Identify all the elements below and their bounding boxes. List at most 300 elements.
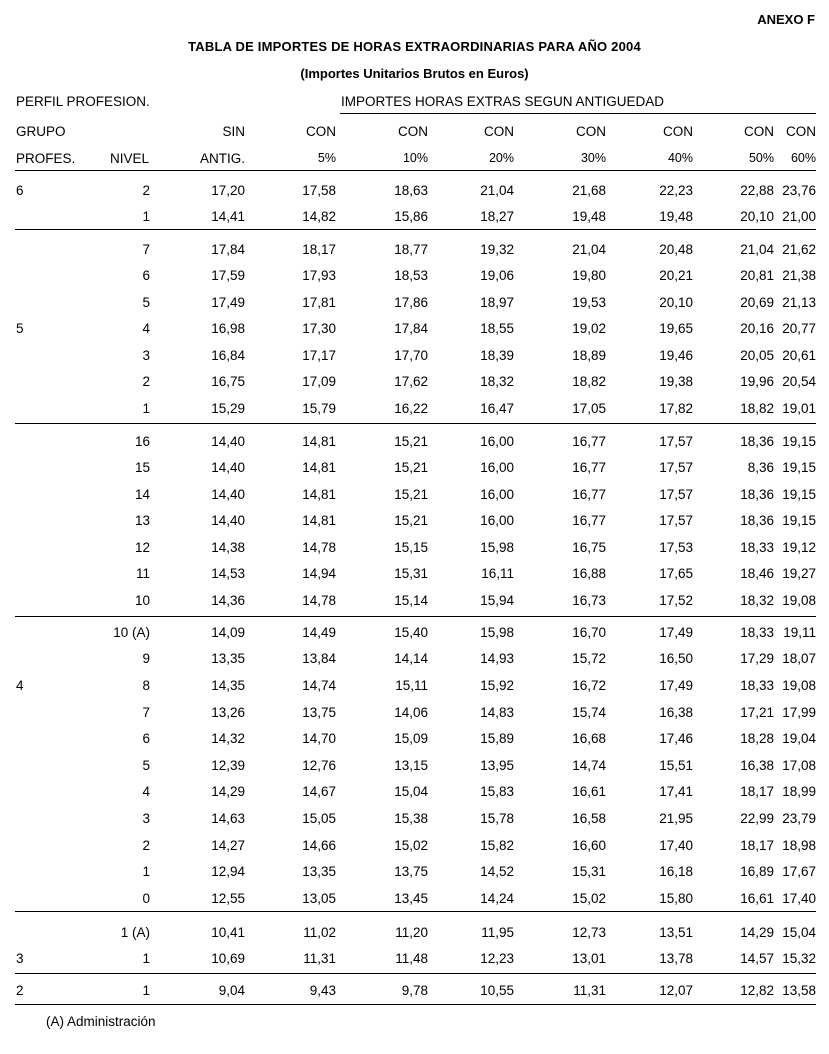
value-cell: 15,78 (480, 811, 514, 826)
value-cell: 15,04 (394, 784, 428, 799)
value-cell: 14,09 (211, 625, 245, 640)
nivel-cell: 4 (142, 321, 150, 336)
value-cell: 11,95 (481, 925, 514, 940)
value-cell: 16,77 (572, 460, 606, 475)
value-cell: 16,77 (572, 487, 606, 502)
document-subtitle: (Importes Unitarios Brutos en Euros) (300, 66, 529, 81)
value-cell: 18,17 (740, 838, 774, 853)
nivel-cell: 1 (A) (120, 925, 150, 940)
value-cell: 15,72 (572, 651, 606, 666)
value-cell: 18,28 (740, 731, 774, 746)
value-cell: 16,60 (572, 838, 606, 853)
value-cell: 17,52 (659, 593, 693, 608)
value-cell: 17,84 (394, 321, 428, 336)
header-grupo: GRUPO (16, 124, 66, 139)
group-rule (15, 911, 816, 912)
value-cell: 15,29 (211, 401, 245, 416)
value-cell: 10,41 (211, 925, 245, 940)
value-cell: 12,23 (480, 951, 514, 966)
table-row (0, 811, 829, 837)
table-row (0, 374, 829, 400)
value-cell: 14,70 (302, 731, 336, 746)
value-cell: 14,63 (211, 811, 245, 826)
value-cell: 17,08 (782, 758, 816, 773)
value-cell: 11,48 (395, 951, 428, 966)
value-cell: 13,78 (659, 951, 693, 966)
value-cell: 21,68 (572, 183, 606, 198)
value-cell: 19,15 (782, 513, 816, 528)
value-cell: 14,74 (302, 678, 336, 693)
value-cell: 15,04 (782, 925, 816, 940)
grupo-cell: 6 (16, 183, 24, 198)
value-cell: 18,33 (740, 625, 774, 640)
value-cell: 22,23 (659, 183, 693, 198)
table-row (0, 268, 829, 294)
value-cell: 13,75 (302, 705, 336, 720)
nivel-cell: 2 (142, 374, 150, 389)
value-cell: 18,97 (480, 295, 514, 310)
value-cell: 10,69 (211, 951, 245, 966)
value-cell: 21,04 (740, 242, 774, 257)
value-cell: 17,81 (302, 295, 336, 310)
nivel-cell: 8 (142, 678, 150, 693)
value-cell: 17,57 (659, 487, 693, 502)
nivel-cell: 6 (142, 268, 150, 283)
value-cell: 16,75 (572, 540, 606, 555)
value-cell: 14,40 (211, 460, 245, 475)
value-cell: 14,06 (394, 705, 428, 720)
value-cell: 16,70 (572, 625, 606, 640)
value-cell: 14,78 (302, 540, 336, 555)
value-cell: 17,29 (740, 651, 774, 666)
header-nivel: NIVEL (110, 151, 150, 166)
header-con: CON (306, 124, 336, 139)
value-cell: 16,73 (572, 593, 606, 608)
table-row (0, 891, 829, 917)
header-con: CON (398, 124, 428, 139)
value-cell: 15,98 (480, 625, 514, 640)
value-cell: 12,55 (211, 891, 245, 906)
value-cell: 15,21 (394, 434, 428, 449)
value-cell: 16,88 (572, 566, 606, 581)
value-cell: 17,21 (740, 705, 774, 720)
value-cell: 17,62 (394, 374, 428, 389)
value-cell: 12,94 (211, 864, 245, 879)
nivel-cell: 2 (142, 838, 150, 853)
value-cell: 17,20 (211, 183, 245, 198)
value-cell: 15,92 (480, 678, 514, 693)
value-cell: 16,61 (572, 784, 606, 799)
value-cell: 16,58 (572, 811, 606, 826)
value-cell: 17,41 (659, 784, 693, 799)
value-cell: 18,77 (394, 242, 428, 257)
value-cell: 16,00 (480, 513, 514, 528)
value-cell: 18,33 (740, 540, 774, 555)
table-row (0, 513, 829, 539)
value-cell: 18,33 (740, 678, 774, 693)
table-row (0, 183, 829, 209)
value-cell: 11,31 (573, 983, 606, 998)
value-cell: 17,65 (659, 566, 693, 581)
value-cell: 20,16 (740, 321, 774, 336)
value-cell: 19,04 (782, 731, 816, 746)
value-cell: 15,15 (394, 540, 428, 555)
value-cell: 15,74 (572, 705, 606, 720)
nivel-cell: 13 (134, 513, 150, 528)
value-cell: 19,08 (782, 593, 816, 608)
table-row (0, 758, 829, 784)
table-row (0, 434, 829, 460)
value-cell: 14,27 (211, 838, 245, 853)
value-cell: 14,78 (302, 593, 336, 608)
nivel-cell: 1 (142, 401, 150, 416)
value-cell: 12,82 (740, 983, 774, 998)
table-row (0, 925, 829, 951)
value-cell: 16,72 (572, 678, 606, 693)
value-cell: 19,96 (740, 374, 774, 389)
header-con-pct: 10% (402, 151, 428, 165)
document-title: TABLA DE IMPORTES DE HORAS EXTRAORDINARIAS PARA AÑO 2004 (188, 39, 641, 54)
value-cell: 16,68 (572, 731, 606, 746)
table-row (0, 460, 829, 486)
value-cell: 17,58 (302, 183, 336, 198)
value-cell: 11,20 (395, 925, 428, 940)
header-con-pct: 40% (667, 151, 693, 165)
value-cell: 16,89 (740, 864, 774, 879)
value-cell: 15,79 (302, 401, 336, 416)
value-cell: 17,05 (572, 401, 606, 416)
nivel-cell: 1 (142, 209, 150, 224)
value-cell: 21,13 (782, 295, 816, 310)
value-cell: 18,99 (782, 784, 816, 799)
value-cell: 17,86 (394, 295, 428, 310)
value-cell: 17,59 (211, 268, 245, 283)
value-cell: 9,78 (401, 983, 428, 998)
value-cell: 14,74 (572, 758, 606, 773)
value-cell: 8,36 (747, 460, 774, 475)
value-cell: 9,43 (309, 983, 336, 998)
value-cell: 15,80 (659, 891, 693, 906)
value-cell: 16,18 (659, 864, 693, 879)
value-cell: 15,86 (394, 209, 428, 224)
value-cell: 18,17 (740, 784, 774, 799)
value-cell: 18,36 (740, 434, 774, 449)
table-row (0, 487, 829, 513)
value-cell: 15,83 (480, 784, 514, 799)
value-cell: 14,29 (740, 925, 774, 940)
nivel-cell: 2 (142, 183, 150, 198)
value-cell: 20,77 (782, 321, 816, 336)
table-row (0, 625, 829, 651)
value-cell: 17,17 (302, 348, 336, 363)
value-cell: 14,57 (740, 951, 774, 966)
value-cell: 14,40 (211, 513, 245, 528)
value-cell: 15,21 (394, 460, 428, 475)
value-cell: 18,46 (740, 566, 774, 581)
header-con: CON (576, 124, 606, 139)
value-cell: 20,21 (659, 268, 693, 283)
header-profes: PROFES. (16, 151, 76, 166)
value-cell: 13,35 (211, 651, 245, 666)
value-cell: 14,38 (211, 540, 245, 555)
value-cell: 19,08 (782, 678, 816, 693)
nivel-cell: 14 (134, 487, 150, 502)
value-cell: 12,76 (302, 758, 336, 773)
value-cell: 17,57 (659, 513, 693, 528)
table-row (0, 295, 829, 321)
value-cell: 18,07 (782, 651, 816, 666)
value-cell: 13,51 (659, 925, 693, 940)
value-cell: 19,48 (659, 209, 693, 224)
value-cell: 14,93 (480, 651, 514, 666)
value-cell: 14,83 (480, 705, 514, 720)
value-cell: 16,22 (394, 401, 428, 416)
value-cell: 18,36 (740, 513, 774, 528)
value-cell: 18,98 (782, 838, 816, 853)
value-cell: 19,38 (659, 374, 693, 389)
value-cell: 14,36 (211, 593, 245, 608)
value-cell: 19,27 (782, 566, 816, 581)
table-row (0, 864, 829, 890)
header-importes: IMPORTES HORAS EXTRAS SEGUN ANTIGUEDAD (341, 94, 665, 109)
value-cell: 17,40 (659, 838, 693, 853)
header-sin: SIN (222, 124, 245, 139)
nivel-cell: 5 (142, 295, 150, 310)
table-row (0, 678, 829, 704)
table-row (0, 348, 829, 374)
value-cell: 17,93 (302, 268, 336, 283)
value-cell: 19,11 (783, 625, 816, 640)
value-cell: 16,84 (211, 348, 245, 363)
value-cell: 14,81 (302, 487, 336, 502)
value-cell: 19,12 (782, 540, 816, 555)
value-cell: 14,14 (394, 651, 428, 666)
value-cell: 20,81 (740, 268, 774, 283)
value-cell: 14,41 (211, 209, 245, 224)
nivel-cell: 1 (142, 864, 150, 879)
value-cell: 17,49 (211, 295, 245, 310)
value-cell: 13,35 (302, 864, 336, 879)
value-cell: 18,82 (572, 374, 606, 389)
value-cell: 19,06 (480, 268, 514, 283)
value-cell: 13,45 (394, 891, 428, 906)
value-cell: 23,76 (782, 183, 816, 198)
value-cell: 19,65 (659, 321, 693, 336)
annex-label: ANEXO F (757, 12, 815, 27)
value-cell: 21,04 (572, 242, 606, 257)
grupo-cell: 5 (16, 321, 24, 336)
value-cell: 18,63 (394, 183, 428, 198)
value-cell: 15,38 (394, 811, 428, 826)
header-bottom-rule (15, 170, 816, 171)
value-cell: 13,95 (480, 758, 514, 773)
value-cell: 15,31 (394, 566, 428, 581)
nivel-cell: 7 (142, 242, 150, 257)
value-cell: 19,15 (782, 487, 816, 502)
value-cell: 16,00 (480, 434, 514, 449)
value-cell: 17,53 (659, 540, 693, 555)
grupo-cell: 2 (16, 983, 24, 998)
grupo-cell: 3 (16, 951, 24, 966)
value-cell: 18,32 (740, 593, 774, 608)
value-cell: 16,11 (481, 566, 514, 581)
value-cell: 21,04 (480, 183, 514, 198)
header-con-pct: 30% (580, 151, 606, 165)
value-cell: 14,81 (302, 460, 336, 475)
nivel-cell: 11 (135, 566, 150, 581)
value-cell: 12,07 (659, 983, 693, 998)
value-cell: 20,48 (659, 242, 693, 257)
header-con-pct: 5% (317, 151, 336, 165)
value-cell: 20,10 (740, 209, 774, 224)
value-cell: 15,94 (480, 593, 514, 608)
value-cell: 17,57 (659, 460, 693, 475)
value-cell: 14,29 (211, 784, 245, 799)
value-cell: 22,88 (740, 183, 774, 198)
value-cell: 19,80 (572, 268, 606, 283)
value-cell: 15,11 (395, 678, 428, 693)
value-cell: 17,09 (302, 374, 336, 389)
value-cell: 13,26 (211, 705, 245, 720)
value-cell: 15,02 (394, 838, 428, 853)
value-cell: 15,09 (394, 731, 428, 746)
header-con: CON (786, 124, 816, 139)
value-cell: 17,30 (302, 321, 336, 336)
group-rule (15, 973, 816, 974)
value-cell: 16,77 (572, 513, 606, 528)
nivel-cell: 9 (142, 651, 150, 666)
value-cell: 18,39 (480, 348, 514, 363)
header-perfil: PERFIL PROFESION. (16, 94, 150, 109)
value-cell: 14,53 (211, 566, 245, 581)
value-cell: 20,10 (659, 295, 693, 310)
value-cell: 20,61 (782, 348, 816, 363)
value-cell: 14,94 (302, 566, 336, 581)
table-row (0, 983, 829, 1009)
header-con: CON (484, 124, 514, 139)
group-rule (15, 229, 816, 230)
value-cell: 20,69 (740, 295, 774, 310)
value-cell: 19,32 (480, 242, 514, 257)
value-cell: 16,38 (740, 758, 774, 773)
value-cell: 19,02 (572, 321, 606, 336)
table-row (0, 705, 829, 731)
value-cell: 15,32 (782, 951, 816, 966)
nivel-cell: 1 (142, 951, 150, 966)
value-cell: 15,21 (394, 487, 428, 502)
table-row (0, 540, 829, 566)
nivel-cell: 6 (142, 731, 150, 746)
group-rule (15, 616, 816, 617)
table-row (0, 209, 829, 235)
value-cell: 14,81 (302, 513, 336, 528)
nivel-cell: 0 (142, 891, 150, 906)
header-con: CON (744, 124, 774, 139)
table-row (0, 651, 829, 677)
table-row (0, 731, 829, 757)
header-con: CON (663, 124, 693, 139)
value-cell: 16,77 (572, 434, 606, 449)
value-cell: 11,31 (303, 951, 336, 966)
group-rule (15, 423, 816, 424)
nivel-cell: 1 (142, 983, 150, 998)
nivel-cell: 10 (134, 593, 150, 608)
value-cell: 14,40 (211, 434, 245, 449)
value-cell: 17,82 (659, 401, 693, 416)
value-cell: 19,53 (572, 295, 606, 310)
value-cell: 21,95 (659, 811, 693, 826)
value-cell: 17,57 (659, 434, 693, 449)
value-cell: 15,82 (480, 838, 514, 853)
nivel-cell: 10 (A) (113, 625, 150, 640)
value-cell: 17,67 (782, 864, 816, 879)
value-cell: 17,99 (782, 705, 816, 720)
footnote: (A) Administración (46, 1014, 156, 1029)
value-cell: 20,05 (740, 348, 774, 363)
value-cell: 15,02 (572, 891, 606, 906)
value-cell: 14,32 (211, 731, 245, 746)
value-cell: 17,49 (659, 625, 693, 640)
value-cell: 18,32 (480, 374, 514, 389)
value-cell: 18,89 (572, 348, 606, 363)
value-cell: 19,15 (782, 434, 816, 449)
nivel-cell: 3 (142, 811, 150, 826)
nivel-cell: 7 (142, 705, 150, 720)
value-cell: 16,00 (480, 487, 514, 502)
header-con-pct: 20% (488, 151, 514, 165)
value-cell: 15,31 (572, 864, 606, 879)
value-cell: 22,99 (740, 811, 774, 826)
value-cell: 14,24 (480, 891, 514, 906)
value-cell: 16,61 (740, 891, 774, 906)
value-cell: 12,73 (572, 925, 606, 940)
value-cell: 23,79 (782, 811, 816, 826)
value-cell: 14,66 (302, 838, 336, 853)
value-cell: 16,50 (659, 651, 693, 666)
value-cell: 19,46 (659, 348, 693, 363)
value-cell: 15,40 (394, 625, 428, 640)
value-cell: 14,49 (302, 625, 336, 640)
nivel-cell: 16 (134, 434, 150, 449)
value-cell: 16,75 (211, 374, 245, 389)
header-con-pct: 50% (748, 151, 774, 165)
nivel-cell: 12 (134, 540, 150, 555)
value-cell: 14,35 (211, 678, 245, 693)
value-cell: 17,46 (659, 731, 693, 746)
nivel-cell: 4 (142, 784, 150, 799)
table-row (0, 321, 829, 347)
value-cell: 15,51 (659, 758, 693, 773)
value-cell: 17,49 (659, 678, 693, 693)
value-cell: 17,70 (394, 348, 428, 363)
value-cell: 10,55 (480, 983, 514, 998)
value-cell: 18,82 (740, 401, 774, 416)
value-cell: 15,98 (480, 540, 514, 555)
value-cell: 19,48 (572, 209, 606, 224)
nivel-cell: 3 (142, 348, 150, 363)
value-cell: 16,98 (211, 321, 245, 336)
table-row (0, 784, 829, 810)
value-cell: 13,58 (782, 983, 816, 998)
value-cell: 13,84 (302, 651, 336, 666)
value-cell: 14,52 (480, 864, 514, 879)
table-row (0, 242, 829, 268)
value-cell: 11,02 (303, 925, 336, 940)
value-cell: 9,04 (218, 983, 245, 998)
nivel-cell: 15 (134, 460, 150, 475)
value-cell: 16,47 (480, 401, 514, 416)
value-cell: 20,54 (782, 374, 816, 389)
